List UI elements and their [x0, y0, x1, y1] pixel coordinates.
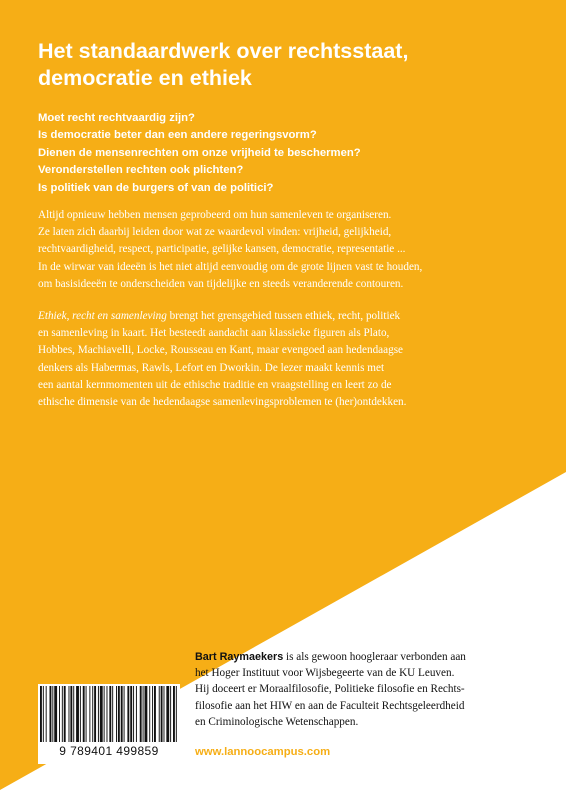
headline	[38, 38, 538, 92]
barcode-bar	[40, 686, 42, 742]
barcode-bar	[98, 686, 99, 742]
barcode-bar	[86, 686, 87, 742]
barcode-bar	[107, 686, 108, 742]
barcode-bar	[140, 686, 142, 742]
barcode-bars	[38, 684, 180, 744]
paragraph-line: ethische dimensie van de hedendaagse samenlevingsproblemen te (her)ontdekken.	[38, 396, 407, 409]
barcode-bar	[92, 686, 93, 742]
headline-line: democratie en ethiek	[38, 66, 252, 90]
barcode-bar	[159, 686, 160, 742]
bio-line: het Hoger Instituut voor Wijsbegeerte van de KU Leuven.	[195, 667, 455, 680]
barcode-bar	[104, 686, 105, 742]
paragraph-line: en samenleving in kaart. Het besteedt aandacht aan klassieke figuren als Plato,	[38, 327, 390, 340]
paragraph-line: Hobbes, Machiavelli, Locke, Rousseau en Kant, maar evengoed aan hedendaagse	[38, 344, 404, 357]
paragraph-line: rechtvaardigheid, respect, participatie, gelijke kansen, democratie, representatie ...	[38, 243, 406, 256]
barcode-bar	[94, 686, 96, 742]
barcode-bar	[46, 686, 47, 742]
paragraph-line: een aantal kernmomenten uit de ethische traditie en vraagstelling en leert zo de	[38, 378, 392, 391]
barcode-bar	[109, 686, 111, 742]
barcode-bar	[133, 686, 134, 742]
author-bio	[195, 649, 555, 730]
barcode-bar	[127, 686, 129, 742]
question-list	[38, 110, 538, 197]
barcode-bar	[124, 686, 125, 742]
bio-text: is als gewoon hoogleraar verbonden aan	[283, 651, 466, 663]
barcode-bar	[54, 686, 57, 742]
barcode-bar	[170, 686, 171, 742]
bio-line: Hij doceert er Moraalfilosofie, Politieke filosofie en Rechts-	[195, 683, 465, 696]
barcode-bar	[173, 686, 175, 742]
publisher-website-link[interactable]: www.lannoocampus.com	[195, 746, 331, 758]
barcode-bar	[154, 686, 156, 742]
barcode-bar	[145, 686, 148, 742]
book-title: Ethiek, recht en samenleving	[38, 310, 167, 322]
barcode-bar	[52, 686, 53, 742]
barcode-bar	[89, 686, 90, 742]
barcode-bar	[164, 686, 165, 742]
isbn-barcode	[38, 684, 180, 764]
question-item: Is politiek van de burgers of van de politici?	[38, 181, 274, 194]
barcode-bar	[70, 686, 72, 742]
barcode-bar	[62, 686, 63, 742]
barcode-bar	[143, 686, 144, 742]
barcode-bar	[76, 686, 79, 742]
paragraph-line: Ze laten zich daarbij leiden door wat ze waardevol vinden: vrijheid, gelijkheid,	[38, 226, 392, 239]
description-paragraph	[38, 308, 558, 411]
barcode-bar	[116, 686, 117, 742]
barcode-bar	[149, 686, 150, 742]
question-item: Is democratie beter dan een andere regeringsvorm?	[38, 129, 317, 142]
paragraph-line	[38, 308, 558, 325]
bio-line: en Criminologische Wetenschappen.	[195, 715, 359, 728]
barcode-bar	[83, 686, 85, 742]
bio-line	[195, 649, 555, 665]
paragraph-line: denkers als Habermas, Rawls, Lefort en Dworkin. De lezer maakt kennis met	[38, 361, 385, 374]
barcode-bar	[121, 686, 123, 742]
barcode-bar	[136, 686, 137, 742]
barcode-bar	[118, 686, 120, 742]
barcode-bar	[43, 686, 44, 742]
barcode-bar	[64, 686, 66, 742]
barcode-bar	[112, 686, 113, 742]
barcode-bar	[100, 686, 103, 742]
question-item: Veronderstellen rechten ook plichten?	[38, 164, 244, 177]
paragraph-text: brengt het grensgebied tussen ethiek, recht, politiek	[166, 310, 401, 322]
barcode-bar	[176, 686, 177, 742]
barcode-bar	[69, 686, 70, 742]
headline-line: Het standaardwerk over rechtsstaat,	[38, 39, 409, 63]
paragraph-line: In de wirwar van ideeën is het niet altijd eenvoudig om de grote lijnen vast te houden,	[38, 260, 423, 273]
barcode-bar	[50, 686, 52, 742]
barcode-bar	[152, 686, 153, 742]
barcode-bar	[80, 686, 81, 742]
barcode-bar	[161, 686, 163, 742]
author-name: Bart Raymaekers	[195, 651, 284, 663]
paragraph-line: Altijd opnieuw hebben mensen geprobeerd om hun samenleven te organiseren.	[38, 209, 392, 221]
barcode-bar	[166, 686, 169, 742]
barcode-bar	[59, 686, 60, 742]
barcode-digits: 9 789401 499859	[59, 744, 159, 758]
barcode-bar	[73, 686, 74, 742]
barcode-bar	[130, 686, 132, 742]
question-item: Dienen de mensenrechten om onze vrijheid te beschermen?	[38, 146, 361, 159]
question-item: Moet recht rechtvaardig zijn?	[38, 112, 195, 124]
bio-line: filosofie aan het HIW en aan de Faculteit Rechtsgeleerdheid	[195, 699, 465, 712]
intro-paragraph	[38, 207, 558, 293]
paragraph-line: om basisideeën te onderscheiden van tijdelijke en steeds veranderende contouren.	[38, 277, 404, 290]
